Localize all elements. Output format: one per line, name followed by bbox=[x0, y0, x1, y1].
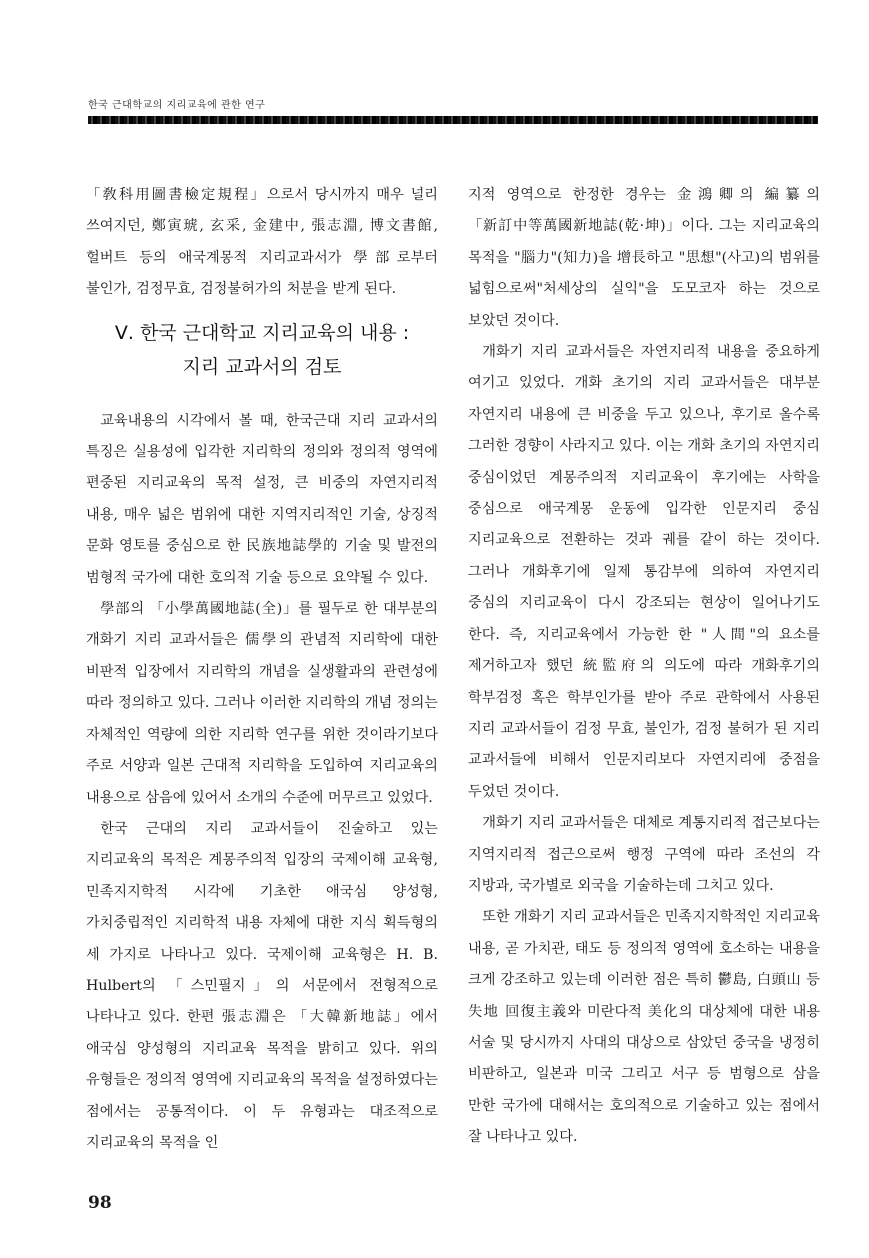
right-column bbox=[468, 180, 820, 1154]
running-header: 한국 근대학교의 지리교육에 관한 연구 bbox=[88, 100, 266, 111]
paragraph: 「敎科用圖書檢定規程」으로서 당시까지 매우 널리 쓰여지던, 鄭寅琥, 玄采, 金建中, 張志淵, 博文書館, 헐버트 등의 애국계몽적 지리교과서가 學部로부터 불인가, 검정무효, 검정불허가의 처분을 받게 된다. bbox=[86, 187, 438, 298]
page-number: 98 bbox=[88, 1193, 112, 1213]
paragraph: 學部의 「小學萬國地誌(全)」를 필두로 한 대부분의 개화기 지리 교과서들은 儒學의 관념적 지리학에 대한 비판적 입장에서 지리학의 개념을 실생활과의 관련성에 따라 정의하고 있다. 그러나 이러한 지리학의 개념 정의는 자체적인 역량에 의한 지리학 연구를 위한 것이라기보다 주로 서양과 일본 근대적 지리학을 도입하여 지리교육의 내용으로 삼음에 있어서 소개의 수준에 머무르고 있었다. bbox=[86, 601, 438, 806]
paragraph: 한국 근대의 지리 교과서들이 진술하고 있는 지리교육의 목적은 계몽주의적 입장의 국제이해 교육형, 민족지지학적 시각에 기초한 애국심 양성형, 가치중립적인 지리학적 내용 자체에 대한 지식 획득형의 세 가지로 나타나고 있다. 국제이해 교육형은 H. B. Hulbert의 「스민필지」의 서문에서 전형적으로 나타나고 있다. 한편 張志淵은 「大韓新地誌」에서 애국심 양성형의 지리교육 목적을 밝히고 있다. 위의 유형들은 정의적 영역에 지리교육의 목적을 설정하였다는 점에서는 공통적이다. 이 두 유형과는 대조적으로 지리교육의 목적을 인 bbox=[86, 820, 438, 1151]
section-heading bbox=[86, 316, 438, 384]
paragraph: 개화기 지리 교과서들은 자연지리적 내용을 중요하게 여기고 있었다. 개화 초기의 지리 교과서들은 대부분 자연지리 내용에 큰 비중을 두고 있으나, 후기로 올수록 그러한 경향이 사라지고 있다. 이는 개화 초기의 자연지리 중심이었던 계몽주의적 지리교육이 후기에는 사학을 중심으로 애국계몽 운동에 입각한 인문지리 중심 지리교육으로 전환하는 것과 궤를 같이 하는 것이다. 그러나 개화후기에 일제 통감부에 의하여 자연지리 중심의 지리교육이 다시 강조되는 현상이 일어나기도 한다. 즉, 지리교육에서 가능한 한 "人間"의 요소를 제거하고자 했던 統監府의 의도에 따라 개화후기의 학부검정 혹은 학부인가를 받아 주로 관학에서 사용된 지리 교과서들이 검정 무효, 불인가, 검정 불허가 된 지리 교과서들에 비해서 인문지리보다 자연지리에 중점을 두었던 것이다. bbox=[468, 344, 820, 800]
paragraph: 교육내용의 시각에서 볼 때, 한국근대 지리 교과서의 특징은 실용성에 입각한 지리학의 정의와 정의적 영역에 편중된 지리교육의 목적 설정, 큰 비중의 자연지리적 내용, 매우 넓은 범위에 대한 지역지리적인 기술, 상징적 문화 영토를 중심으로 한 民族地誌學的 기술 및 발전의 범형적 국가에 대한 호의적 기술 등으로 요약될 수 있다. bbox=[86, 412, 438, 586]
header-rule bbox=[88, 116, 818, 124]
paragraph: 또한 개화기 지리 교과서들은 민족지지학적인 지리교육 내용, 곧 가치관, 태도 등 정의적 영역에 호소하는 내용을 크게 강조하고 있는데 이러한 점은 특히 鬱島, 白頭山 등 失地 回復主義와 미란다적 美化의 대상체에 대한 내용 서술 및 당시까지 사대의 대상으로 삼았던 중국을 냉정히 비판하고, 일본과 미국 그리고 서구 등 범형으로 삼을 만한 국가에 대해서는 호의적으로 기술하고 있는 점에서 잘 나타나고 있다. bbox=[468, 909, 820, 1146]
paragraph: 지적 영역으로 한정한 경우는 金鴻卿의 編纂의 「新訂中等萬國新地誌(乾·坤)」이다. 그는 지리교육의 목적을 "腦力"(知力)을 增長하고 "思想"(사고)의 범위를 넓힘으로써"처세상의 실익"을 도모코자 하는 것으로 보았던 것이다. bbox=[468, 187, 820, 329]
section-heading-line-2: 지리 교과서의 검토 bbox=[182, 355, 342, 378]
section-heading-line-1: Ⅴ. 한국 근대학교 지리교육의 내용 : bbox=[114, 321, 410, 344]
left-column bbox=[86, 180, 438, 1159]
paragraph: 개화기 지리 교과서들은 대체로 계통지리적 접근보다는 지역지리적 접근으로써 행정 구역에 따라 조선의 각 지방과, 국가별로 외국을 기술하는데 그치고 있다. bbox=[468, 815, 820, 894]
